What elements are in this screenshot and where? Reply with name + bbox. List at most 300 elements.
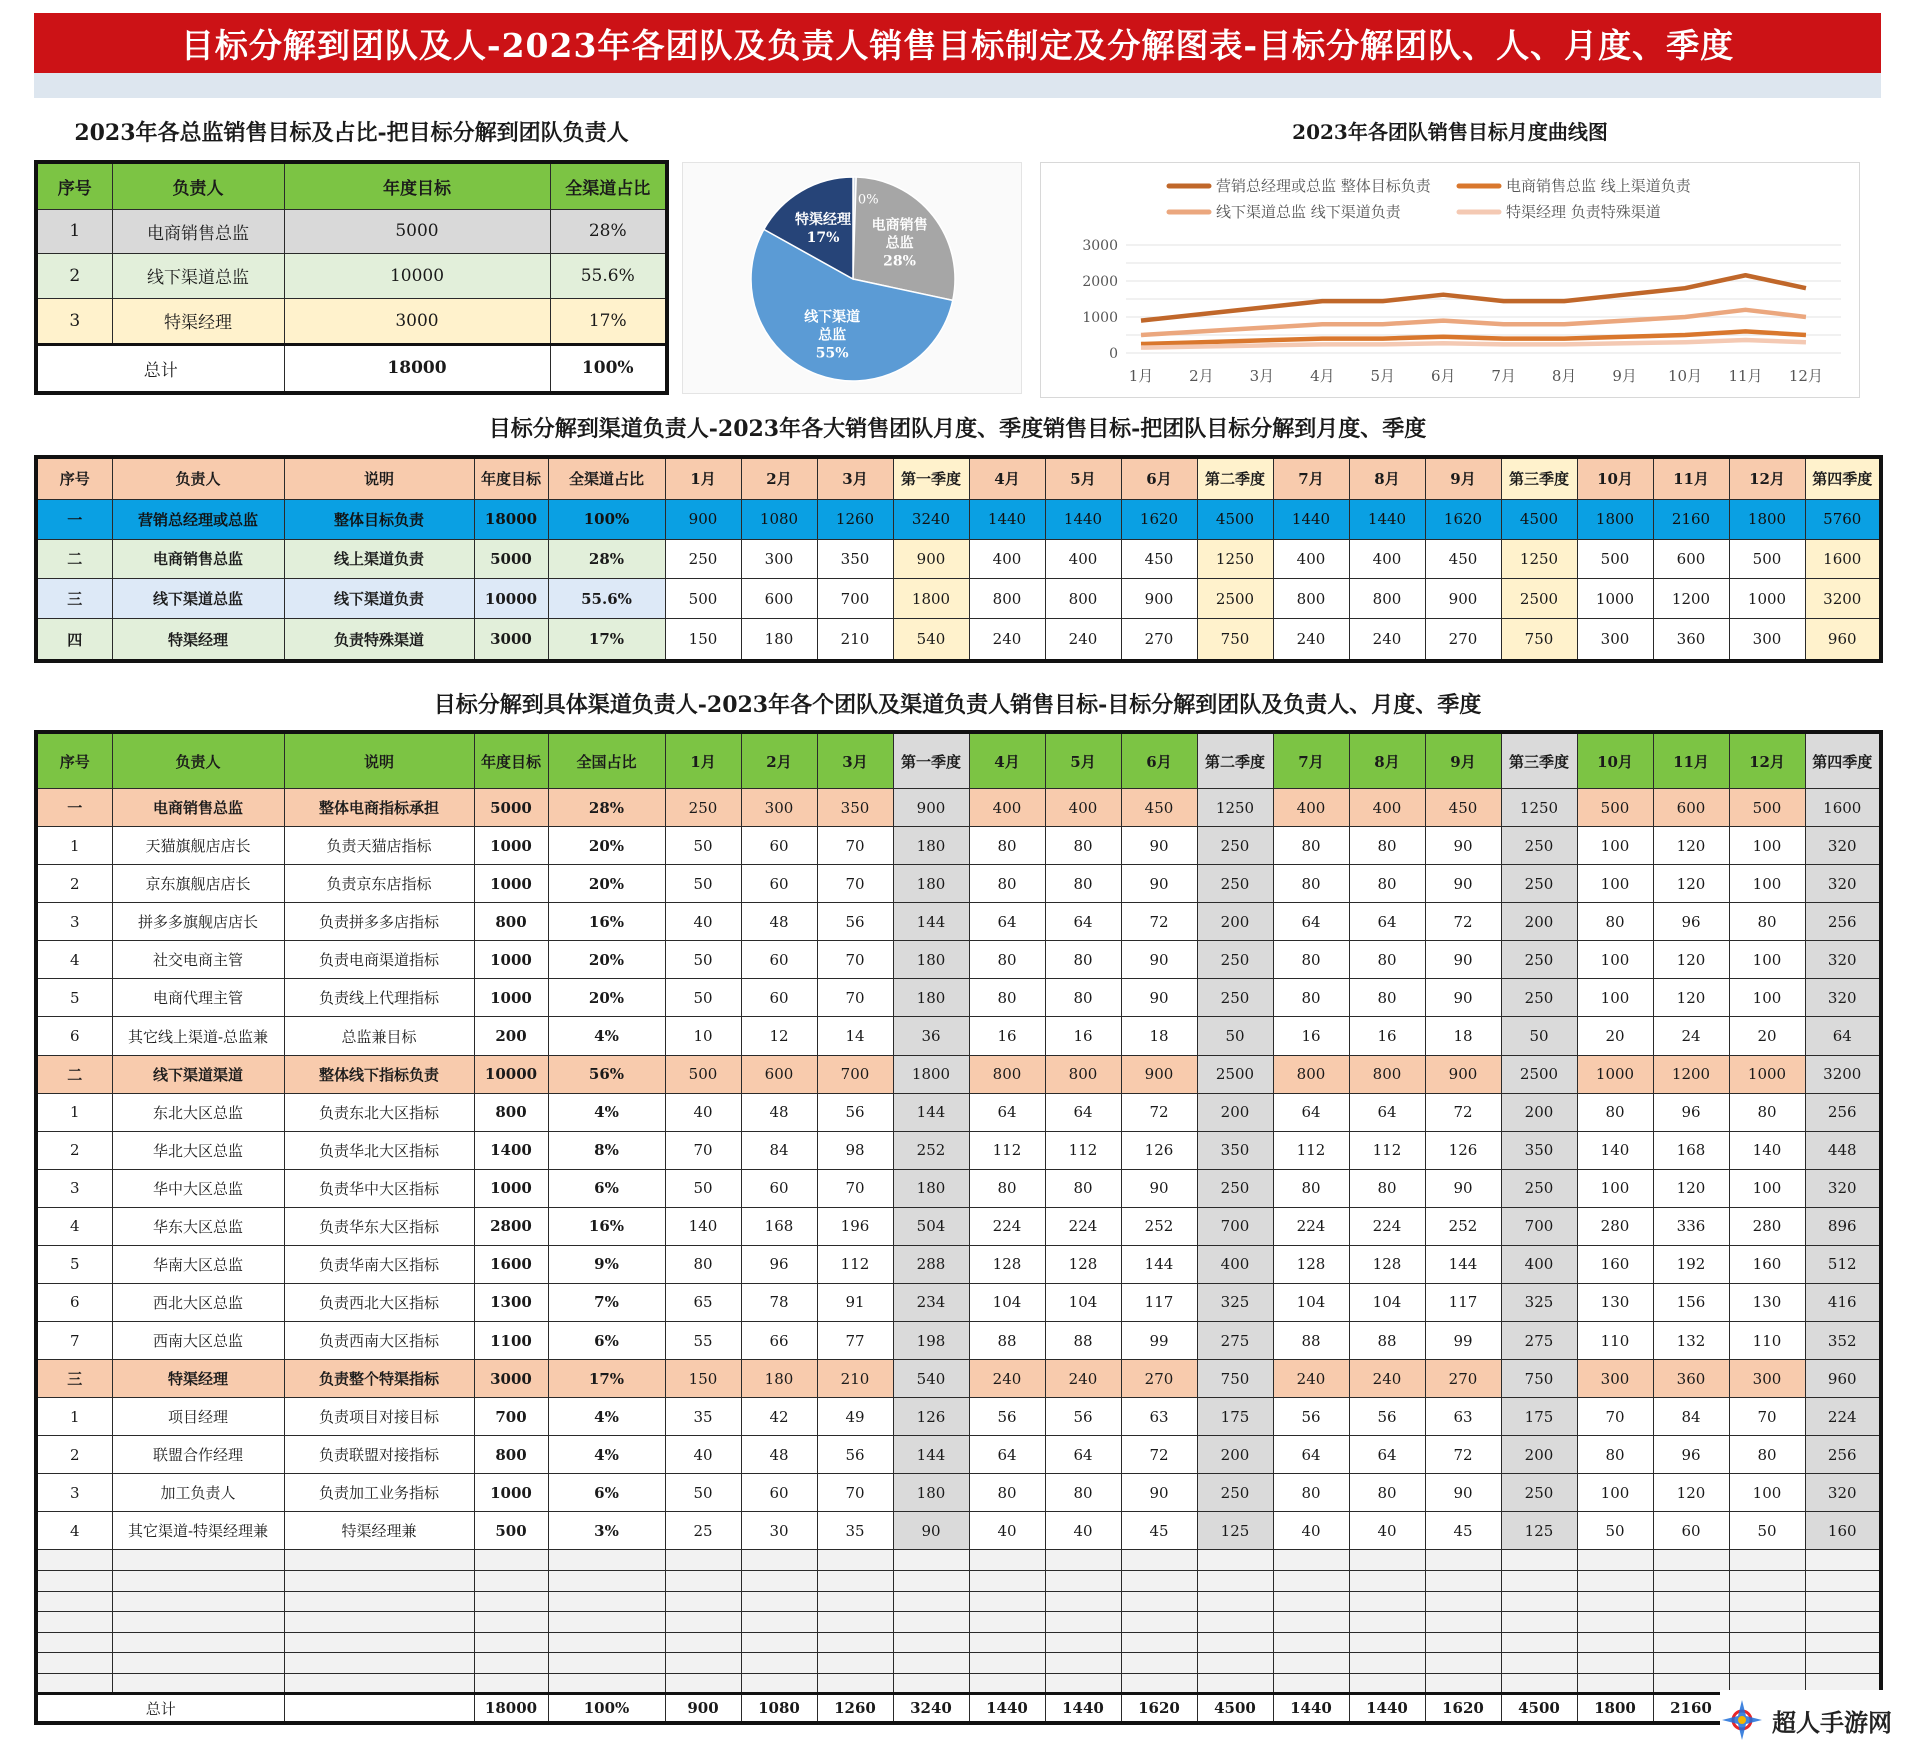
table-cell: 1250	[1197, 789, 1273, 827]
table-cell: 88	[1045, 1321, 1121, 1359]
table-cell: 250	[1501, 865, 1577, 903]
empty-cell	[665, 1612, 741, 1633]
table-cell: 80	[1273, 979, 1349, 1017]
table-cell: 100	[1729, 979, 1805, 1017]
table-cell: 四	[36, 619, 112, 661]
table-cell: 450	[1121, 539, 1197, 579]
empty-cell	[1273, 1570, 1349, 1591]
table-cell: 300	[741, 789, 817, 827]
table-cell: 7	[36, 1321, 112, 1359]
table-cell: 120	[1653, 941, 1729, 979]
table-cell: 3	[36, 1169, 112, 1207]
empty-cell	[1729, 1632, 1805, 1653]
table-cell: 80	[1273, 827, 1349, 865]
table-cell: 60	[741, 1474, 817, 1512]
table-cell: 14	[817, 1017, 893, 1055]
table-cell: 120	[1653, 1169, 1729, 1207]
y-tick-label: 1000	[1082, 310, 1118, 326]
table-cell: 4%	[548, 1398, 665, 1436]
table-cell: 800	[1273, 1055, 1349, 1093]
table-row	[36, 1283, 1881, 1321]
table-cell: 1600	[1805, 539, 1881, 579]
table-cell: 100	[1577, 941, 1653, 979]
table-cell: 1800	[893, 1055, 969, 1093]
table-cell: 55.6%	[550, 254, 667, 298]
table-cell: 4	[36, 1512, 112, 1550]
empty-cell	[969, 1591, 1045, 1612]
empty-cell	[112, 1673, 284, 1694]
empty-cell	[1349, 1591, 1425, 1612]
table-cell: 80	[1273, 1169, 1349, 1207]
table-cell: 1440	[969, 499, 1045, 539]
table-cell: 100	[1729, 1474, 1805, 1512]
header-cell: 第四季度	[1805, 457, 1881, 499]
table-cell: 2	[36, 865, 112, 903]
table-cell: 80	[1349, 865, 1425, 903]
table-row	[36, 209, 667, 253]
table-cell: 98	[817, 1131, 893, 1169]
table-cell: 负责天猫店指标	[284, 827, 474, 865]
table-cell: 3240	[893, 499, 969, 539]
empty-cell	[741, 1653, 817, 1674]
empty-cell	[1349, 1673, 1425, 1694]
table-cell: 400	[969, 539, 1045, 579]
table-cell: 4%	[548, 1017, 665, 1055]
table-cell: 224	[1273, 1207, 1349, 1245]
header-cell: 第二季度	[1197, 457, 1273, 499]
table-cell: 800	[474, 1436, 548, 1474]
table-cell: 90	[1425, 1474, 1501, 1512]
empty-cell	[284, 1591, 474, 1612]
table-row	[36, 579, 1881, 619]
header-cell: 9月	[1425, 457, 1501, 499]
empty-cell	[1425, 1570, 1501, 1591]
table-cell: 80	[1349, 827, 1425, 865]
table-cell: 6	[36, 1283, 112, 1321]
table-cell: 10000	[284, 254, 550, 298]
table-cell: 三	[36, 579, 112, 619]
table-cell: 100	[1729, 941, 1805, 979]
empty-cell	[1577, 1591, 1653, 1612]
table-cell: 250	[1501, 1474, 1577, 1512]
empty-cell	[1197, 1653, 1273, 1674]
empty-cell	[548, 1612, 665, 1633]
empty-cell	[548, 1653, 665, 1674]
table-cell: 120	[1653, 827, 1729, 865]
table-cell: 70	[817, 827, 893, 865]
table-cell: 40	[665, 1093, 741, 1131]
table-cell: 项目经理	[112, 1398, 284, 1436]
empty-cell	[548, 1591, 665, 1612]
empty-cell	[1501, 1591, 1577, 1612]
total-cell	[284, 1694, 474, 1723]
table-cell: 240	[1273, 619, 1349, 661]
total-cell: 100%	[548, 1694, 665, 1723]
table-cell: 180	[741, 1360, 817, 1398]
total-cell: 1440	[1349, 1694, 1425, 1723]
empty-cell	[969, 1632, 1045, 1653]
table-cell: 90	[1425, 865, 1501, 903]
empty-cell	[893, 1591, 969, 1612]
group-row	[36, 1055, 1881, 1093]
empty-cell	[1045, 1570, 1121, 1591]
table-cell: 144	[893, 1093, 969, 1131]
empty-cell	[1273, 1653, 1349, 1674]
legend-label: 电商销售总监 线上渠道负责	[1506, 177, 1691, 195]
table-cell: 80	[969, 941, 1045, 979]
table-cell: 240	[969, 1360, 1045, 1398]
table-cell: 24	[1653, 1017, 1729, 1055]
table-cell: 60	[1653, 1512, 1729, 1550]
table-cell: 48	[741, 1436, 817, 1474]
header-cell: 3月	[817, 457, 893, 499]
table-cell: 40	[969, 1512, 1045, 1550]
empty-cell	[1653, 1673, 1729, 1694]
table-cell: 负责特殊渠道	[284, 619, 474, 661]
empty-row	[36, 1550, 1881, 1571]
table-cell: 104	[1273, 1283, 1349, 1321]
table-cell: 18000	[474, 499, 548, 539]
table-cell: 210	[817, 619, 893, 661]
empty-cell	[1501, 1653, 1577, 1674]
table-cell: 18	[1121, 1017, 1197, 1055]
table-row	[36, 539, 1881, 579]
header-cell: 8月	[1349, 732, 1425, 789]
table-cell: 3000	[474, 619, 548, 661]
table-cell: 180	[893, 827, 969, 865]
table-cell: 45	[1425, 1512, 1501, 1550]
empty-cell	[474, 1673, 548, 1694]
table-cell: 1440	[1273, 499, 1349, 539]
empty-cell	[969, 1550, 1045, 1571]
table-cell: 144	[1121, 1245, 1197, 1283]
header-cell: 负责人	[112, 457, 284, 499]
empty-cell	[969, 1612, 1045, 1633]
table-cell: 540	[893, 1360, 969, 1398]
table-cell: 900	[1121, 579, 1197, 619]
header-cell: 说明	[284, 732, 474, 789]
empty-cell	[1197, 1570, 1273, 1591]
table-cell: 负责电商渠道指标	[284, 941, 474, 979]
table-cell: 60	[741, 1169, 817, 1207]
table-cell: 9%	[548, 1245, 665, 1283]
table-cell: 112	[1273, 1131, 1349, 1169]
header-cell: 2月	[741, 732, 817, 789]
table-cell: 400	[1349, 789, 1425, 827]
total-cell: 1800	[1577, 1694, 1653, 1723]
empty-cell	[1653, 1632, 1729, 1653]
empty-cell	[1577, 1612, 1653, 1633]
empty-cell	[474, 1550, 548, 1571]
table-cell: 80	[1577, 903, 1653, 941]
table-cell: 500	[665, 1055, 741, 1093]
table-cell: 17%	[550, 298, 667, 344]
table-cell: 156	[1653, 1283, 1729, 1321]
header-cell: 8月	[1349, 457, 1425, 499]
table-cell: 112	[817, 1245, 893, 1283]
table-cell: 128	[969, 1245, 1045, 1283]
table-cell: 1250	[1501, 789, 1577, 827]
table-cell: 130	[1577, 1283, 1653, 1321]
empty-cell	[741, 1673, 817, 1694]
empty-row	[36, 1591, 1881, 1612]
empty-cell	[1349, 1570, 1425, 1591]
header-cell: 4月	[969, 732, 1045, 789]
header-cell: 12月	[1729, 457, 1805, 499]
table-cell: 320	[1805, 827, 1881, 865]
table-cell: 40	[1273, 1512, 1349, 1550]
empty-cell	[1197, 1550, 1273, 1571]
table-cell: 900	[893, 539, 969, 579]
table-cell: 1100	[474, 1321, 548, 1359]
table-cell: 64	[1045, 903, 1121, 941]
table-cell: 80	[1729, 1436, 1805, 1474]
x-tick-label: 3月	[1249, 367, 1275, 385]
director-target-table	[34, 160, 669, 395]
table-cell: 600	[741, 579, 817, 619]
total-cell: 3240	[893, 1694, 969, 1723]
table-cell: 500	[1729, 539, 1805, 579]
table-cell: 160	[1805, 1512, 1881, 1550]
header-cell: 全渠道占比	[548, 457, 665, 499]
header-cell: 11月	[1653, 457, 1729, 499]
table-row	[36, 1398, 1881, 1436]
header-cell: 9月	[1425, 732, 1501, 789]
table-cell: 234	[893, 1283, 969, 1321]
table-cell: 40	[1045, 1512, 1121, 1550]
x-tick-label: 10月	[1668, 367, 1703, 385]
table-cell: 504	[893, 1207, 969, 1245]
table-cell: 1000	[474, 979, 548, 1017]
table-cell: 电商销售总监	[112, 789, 284, 827]
table-cell: 56%	[548, 1055, 665, 1093]
table-row	[36, 1474, 1881, 1512]
table-cell: 1600	[474, 1245, 548, 1283]
empty-cell	[817, 1673, 893, 1694]
table-cell: 180	[893, 1169, 969, 1207]
empty-cell	[548, 1550, 665, 1571]
table-cell: 100	[1577, 1474, 1653, 1512]
table-cell: 270	[1425, 1360, 1501, 1398]
table-cell: 负责东北大区指标	[284, 1093, 474, 1131]
table-cell: 66	[741, 1321, 817, 1359]
table-cell: 1800	[1729, 499, 1805, 539]
table-cell: 特渠经理	[112, 619, 284, 661]
header-cell: 10月	[1577, 732, 1653, 789]
table-cell: 负责华中大区指标	[284, 1169, 474, 1207]
total-cell: 18000	[474, 1694, 548, 1723]
series-line	[1141, 310, 1806, 335]
table-cell: 56	[1349, 1398, 1425, 1436]
table-cell: 48	[741, 1093, 817, 1131]
table-cell: 200	[474, 1017, 548, 1055]
table-cell: 负责线上代理指标	[284, 979, 474, 1017]
table-cell: 64	[1273, 903, 1349, 941]
table-cell: 50	[1501, 1017, 1577, 1055]
table-cell: 6	[36, 1017, 112, 1055]
table-cell: 300	[1729, 1360, 1805, 1398]
table-cell: 80	[969, 1474, 1045, 1512]
total-cell: 900	[665, 1694, 741, 1723]
table-cell: 700	[817, 579, 893, 619]
header-cell: 6月	[1121, 457, 1197, 499]
empty-cell	[1805, 1632, 1881, 1653]
table-cell: 60	[741, 827, 817, 865]
table-cell: 224	[1349, 1207, 1425, 1245]
header-cell: 第三季度	[1501, 457, 1577, 499]
table-cell: 270	[1121, 619, 1197, 661]
table-cell: 180	[893, 1474, 969, 1512]
table-cell: 200	[1501, 1093, 1577, 1131]
empty-cell	[1729, 1591, 1805, 1612]
table-cell: 10000	[474, 1055, 548, 1093]
table-cell: 80	[1577, 1436, 1653, 1474]
table-cell: 84	[1653, 1398, 1729, 1436]
pie-chart	[683, 163, 1023, 395]
table-cell: 1	[36, 1093, 112, 1131]
empty-cell	[893, 1632, 969, 1653]
table-cell: 56	[817, 1436, 893, 1474]
table-cell: 40	[1349, 1512, 1425, 1550]
total-label: 总计	[36, 344, 284, 393]
empty-cell	[1805, 1612, 1881, 1633]
total-cell: 1440	[969, 1694, 1045, 1723]
table-cell: 400	[1045, 789, 1121, 827]
table-cell: 80	[1045, 827, 1121, 865]
table-cell: 350	[1501, 1131, 1577, 1169]
empty-cell	[1121, 1550, 1197, 1571]
logo-text: 超人手游网	[1772, 1708, 1892, 1737]
x-tick-label: 6月	[1430, 367, 1456, 385]
empty-cell	[1729, 1612, 1805, 1633]
pie-pct-label: 55%	[815, 345, 849, 362]
table-cell: 华东大区总监	[112, 1207, 284, 1245]
empty-cell	[1805, 1653, 1881, 1674]
table-cell: 280	[1577, 1207, 1653, 1245]
table-cell: 线下渠道总监	[112, 254, 284, 298]
table-row	[36, 1169, 1881, 1207]
table-cell: 2	[36, 1131, 112, 1169]
header-cell: 年度目标	[474, 732, 548, 789]
header-cell: 5月	[1045, 732, 1121, 789]
table-cell: 140	[1729, 1131, 1805, 1169]
table-cell: 144	[893, 1436, 969, 1474]
empty-cell	[1425, 1550, 1501, 1571]
table-cell: 100	[1729, 865, 1805, 903]
table-cell: 180	[893, 941, 969, 979]
y-tick-label: 3000	[1082, 238, 1118, 254]
table-cell: 3200	[1805, 1055, 1881, 1093]
table-cell: 2800	[474, 1207, 548, 1245]
table-cell: 416	[1805, 1283, 1881, 1321]
header-cell: 10月	[1577, 457, 1653, 499]
empty-row	[36, 1673, 1881, 1694]
empty-cell	[1045, 1591, 1121, 1612]
empty-cell	[817, 1591, 893, 1612]
empty-cell	[474, 1591, 548, 1612]
x-tick-label: 9月	[1612, 367, 1637, 385]
header-cell: 第三季度	[1501, 732, 1577, 789]
table-row	[36, 979, 1881, 1017]
table-cell: 10000	[474, 579, 548, 619]
table-cell: 300	[1729, 619, 1805, 661]
table-cell: 90	[1121, 865, 1197, 903]
table-cell: 1200	[1653, 1055, 1729, 1093]
table-cell: 256	[1805, 1093, 1881, 1131]
table-cell: 80	[1349, 979, 1425, 1017]
table-cell: 60	[741, 941, 817, 979]
table-cell: 72	[1425, 1093, 1501, 1131]
table-cell: 3%	[548, 1512, 665, 1550]
header-cell: 5月	[1045, 457, 1121, 499]
empty-row	[36, 1632, 1881, 1653]
table-cell: 250	[1197, 865, 1273, 903]
pie-category-label: 电商销售	[871, 217, 928, 234]
total-cell: 1260	[817, 1694, 893, 1723]
table-cell: 99	[1121, 1321, 1197, 1359]
empty-cell	[284, 1673, 474, 1694]
table-cell: 90	[1425, 941, 1501, 979]
table-cell: 20%	[548, 941, 665, 979]
table-cell: 1300	[474, 1283, 548, 1321]
empty-cell	[1653, 1550, 1729, 1571]
table-cell: 360	[1653, 1360, 1729, 1398]
table-cell: 90	[1121, 827, 1197, 865]
total-row	[36, 1694, 1881, 1723]
table-cell: 4500	[1197, 499, 1273, 539]
table-cell: 特渠经理	[112, 298, 284, 344]
table-cell: 64	[1045, 1436, 1121, 1474]
table-cell: 2500	[1501, 579, 1577, 619]
header-cell: 7月	[1273, 457, 1349, 499]
table-cell: 56	[817, 903, 893, 941]
empty-cell	[1577, 1550, 1653, 1571]
table-cell: 20	[1729, 1017, 1805, 1055]
pie-pct-label: 17%	[806, 229, 840, 246]
table-cell: 16	[1273, 1017, 1349, 1055]
table-cell: 10	[665, 1017, 741, 1055]
table-cell: 88	[1273, 1321, 1349, 1359]
logo-icon	[1720, 1698, 1764, 1742]
empty-cell	[1653, 1612, 1729, 1633]
table-cell: 270	[1425, 619, 1501, 661]
table-cell: 72	[1121, 1436, 1197, 1474]
table-cell: 20	[1577, 1017, 1653, 1055]
empty-cell	[1349, 1612, 1425, 1633]
empty-cell	[1577, 1653, 1653, 1674]
empty-cell	[112, 1612, 284, 1633]
empty-cell	[665, 1632, 741, 1653]
table-cell: 144	[1425, 1245, 1501, 1283]
table-cell: 100	[1729, 827, 1805, 865]
total-cell: 2160	[1653, 1694, 1729, 1723]
table-cell: 西南大区总监	[112, 1321, 284, 1359]
table-cell: 1080	[741, 499, 817, 539]
total-cell: 1620	[1425, 1694, 1501, 1723]
table-cell: 加工负责人	[112, 1474, 284, 1512]
table-cell: 整体目标负责	[284, 499, 474, 539]
table-row	[36, 827, 1881, 865]
empty-cell	[741, 1632, 817, 1653]
table-cell: 500	[665, 579, 741, 619]
table-cell: 63	[1121, 1398, 1197, 1436]
table-cell: 4%	[548, 1093, 665, 1131]
table-cell: 288	[893, 1245, 969, 1283]
table-cell: 营销总经理或总监	[112, 499, 284, 539]
page-title-banner	[34, 13, 1881, 73]
table-cell: 25	[665, 1512, 741, 1550]
table-cell: 56	[1273, 1398, 1349, 1436]
